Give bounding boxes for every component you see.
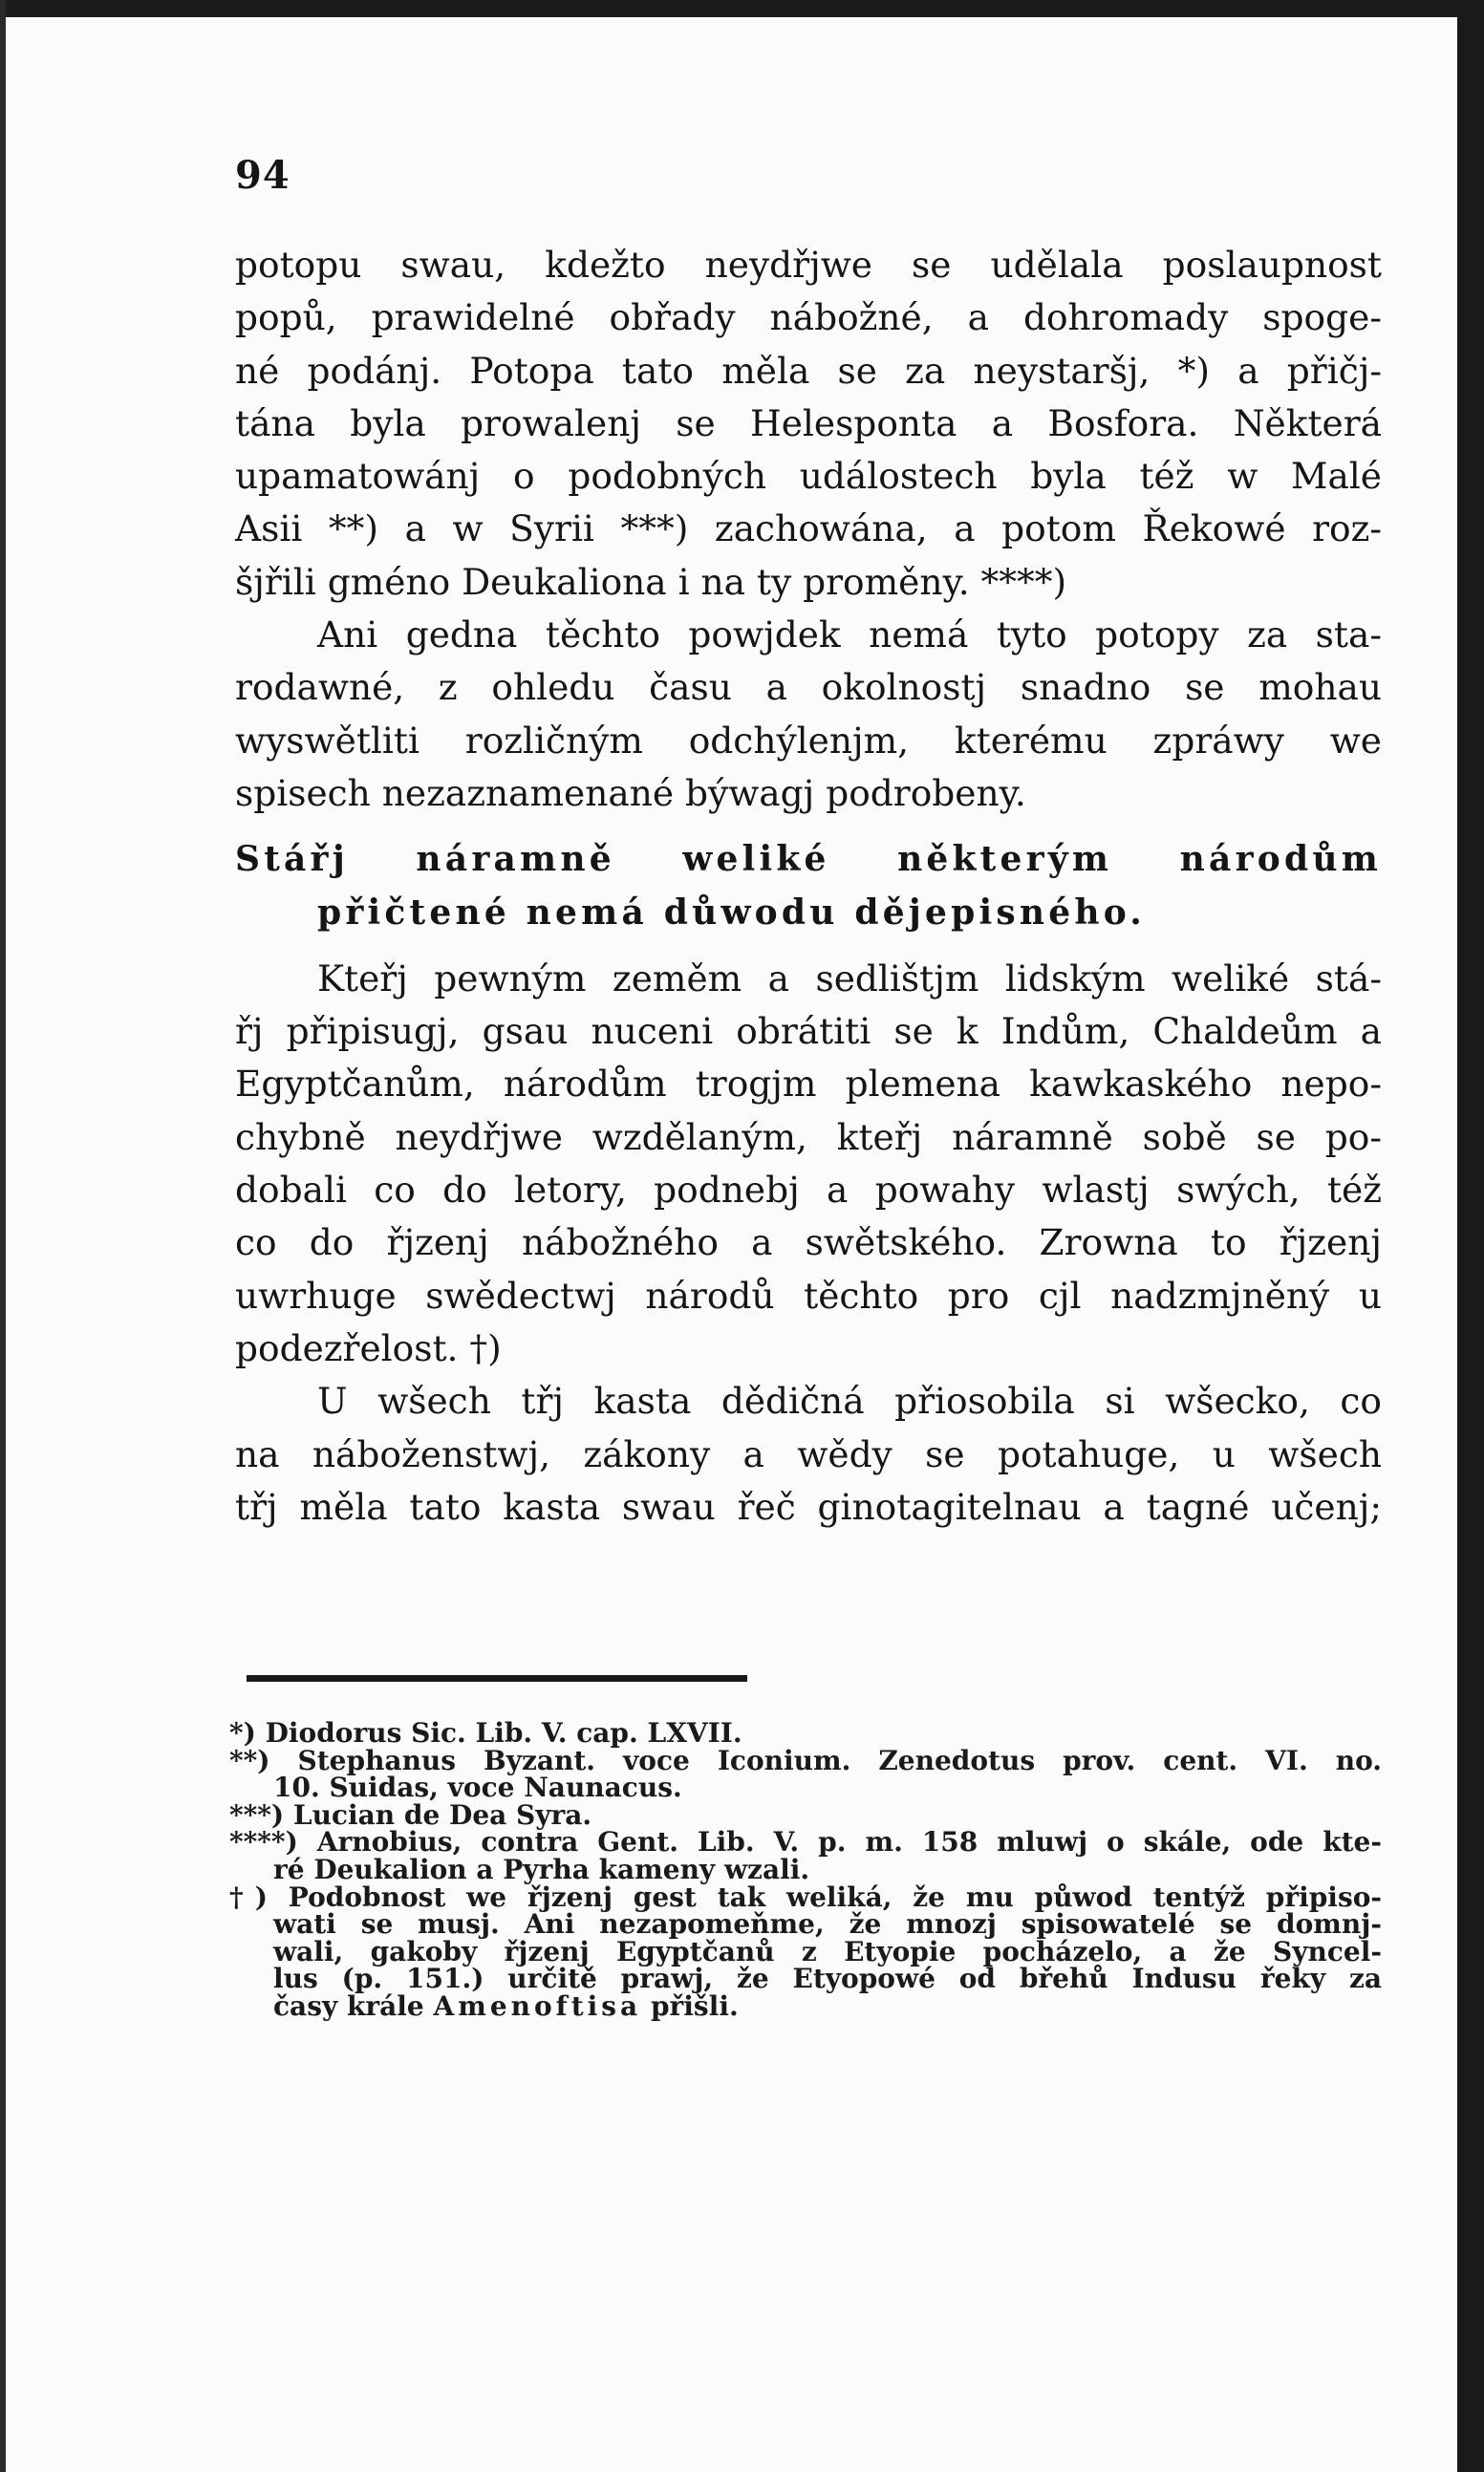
- footnote-continuation: [229, 1989, 1382, 2022]
- footnote-continuation: wati se musj. Ani nezapomeňme, že mnozj spisowatelé se domnj-: [273, 1908, 1382, 1941]
- text-line: podezřelost. †): [235, 1326, 502, 1369]
- text-line: wyswětliti rozličným odchýlenjm, kterému zpráwy we: [235, 719, 1382, 762]
- text-line: uwrhuge swědectwj národů těchto pro cjl nadzmjněný u: [235, 1274, 1382, 1317]
- scan-edge-top: [0, 0, 1484, 17]
- footnote-continuation: ré Deukalion a Pyrha kameny wzali.: [273, 1853, 810, 1885]
- text-line: na náboženstwj, zákony a wědy se potahuge, u wšech: [235, 1432, 1382, 1475]
- text-line: popů, prawidelné obřady nábožné, a dohromady spoge-: [235, 296, 1382, 339]
- text-line: tána byla prowalenj se Helesponta a Bosfora. Některá: [235, 401, 1382, 444]
- footnote-separator-rule: [247, 1675, 747, 1682]
- footnote-text: časy krále: [273, 1989, 434, 2022]
- section-heading-line-1: Stářj náramně weliké některým národům: [235, 839, 1382, 880]
- footnote: **) Stephanus Byzant. voce Iconium. Zenedotus prov. cent. VI. no.: [229, 1744, 1382, 1776]
- king-name: Amenoftisa: [433, 1989, 642, 2022]
- text-line: chybně neydřjwe wzdělaným, kteřj náramně sobě se po-: [235, 1115, 1382, 1158]
- text-line: co do řjzenj nábožného a swětského. Zrowna to řjzenj: [235, 1221, 1382, 1264]
- footnote-text: přišli.: [641, 1989, 739, 2022]
- text-line: upamatowánj o podobných událostech byla též w Malé: [235, 455, 1382, 498]
- text-line: né podánj. Potopa tato měla se za neystaršj, *) a přičj-: [235, 349, 1382, 392]
- text-line: šjřili gméno Deukaliona i na ty proměny. ****): [235, 560, 1067, 603]
- footnote-continuation: wali, gakoby řjzenj Egyptčanů z Etyopie pocházelo, a že Syncel-: [273, 1935, 1382, 1967]
- text-line: třj měla tato kasta swau řeč ginotagitelnau a tagné učenj;: [235, 1485, 1382, 1528]
- text-line: U wšech třj kasta dědičná přiosobila si wšecko, co: [317, 1380, 1382, 1423]
- footnote: †) Podobnost we řjzenj gest tak weliká, že mu půwod tentýž připiso-: [229, 1881, 1382, 1913]
- text-line: řj připisugj, gsau nuceni obrátiti se k Indům, Chaldeům a: [235, 1010, 1382, 1053]
- footnote: *) Diodorus Sic. Lib. V. cap. LXVII.: [229, 1717, 742, 1749]
- text-line: Egyptčanům, národům trogjm plemena kawkaského nepo-: [235, 1063, 1382, 1106]
- section-heading-line-2: přičtené nemá důwodu dějepisného.: [317, 892, 1147, 933]
- page-number: 94: [235, 153, 290, 198]
- text-line: rodawné, z ohledu času a okolnostj snadno se mohau: [235, 666, 1382, 709]
- footnote: ****) Arnobius, contra Gent. Lib. V. p. m. 158 mluwj o skále, ode kte-: [229, 1826, 1382, 1859]
- footnote: ***) Lucian de Dea Syra.: [229, 1798, 592, 1831]
- text-line: Kteřj pewným zeměm a sedlištjm lidským weliké stá-: [317, 957, 1382, 1000]
- scan-edge-right: [1457, 0, 1484, 2472]
- text-line: Ani gedna těchto powjdek nemá tyto potopy za sta-: [317, 613, 1382, 656]
- main-text: [235, 239, 1382, 1534]
- footnote-continuation: 10. Suidas, voce Naunacus.: [273, 1772, 682, 1804]
- footnote-continuation: lus (p. 151.) určitě prawj, že Etyopowé od břehů Indusu řeky za: [273, 1963, 1382, 1995]
- text-line: dobali co do letory, podnebj a powahy wlastj swých, též: [235, 1169, 1382, 1212]
- text-line: Asii **) a w Syrii ***) zachowána, a potom Řekowé roz-: [235, 507, 1382, 550]
- text-line: spisech nezaznamenané býwagj podrobeny.: [235, 771, 1026, 814]
- footnotes: [229, 1717, 1382, 2022]
- text-line: potopu swau, kdežto neydřjwe se udělala poslaupnost: [235, 244, 1382, 286]
